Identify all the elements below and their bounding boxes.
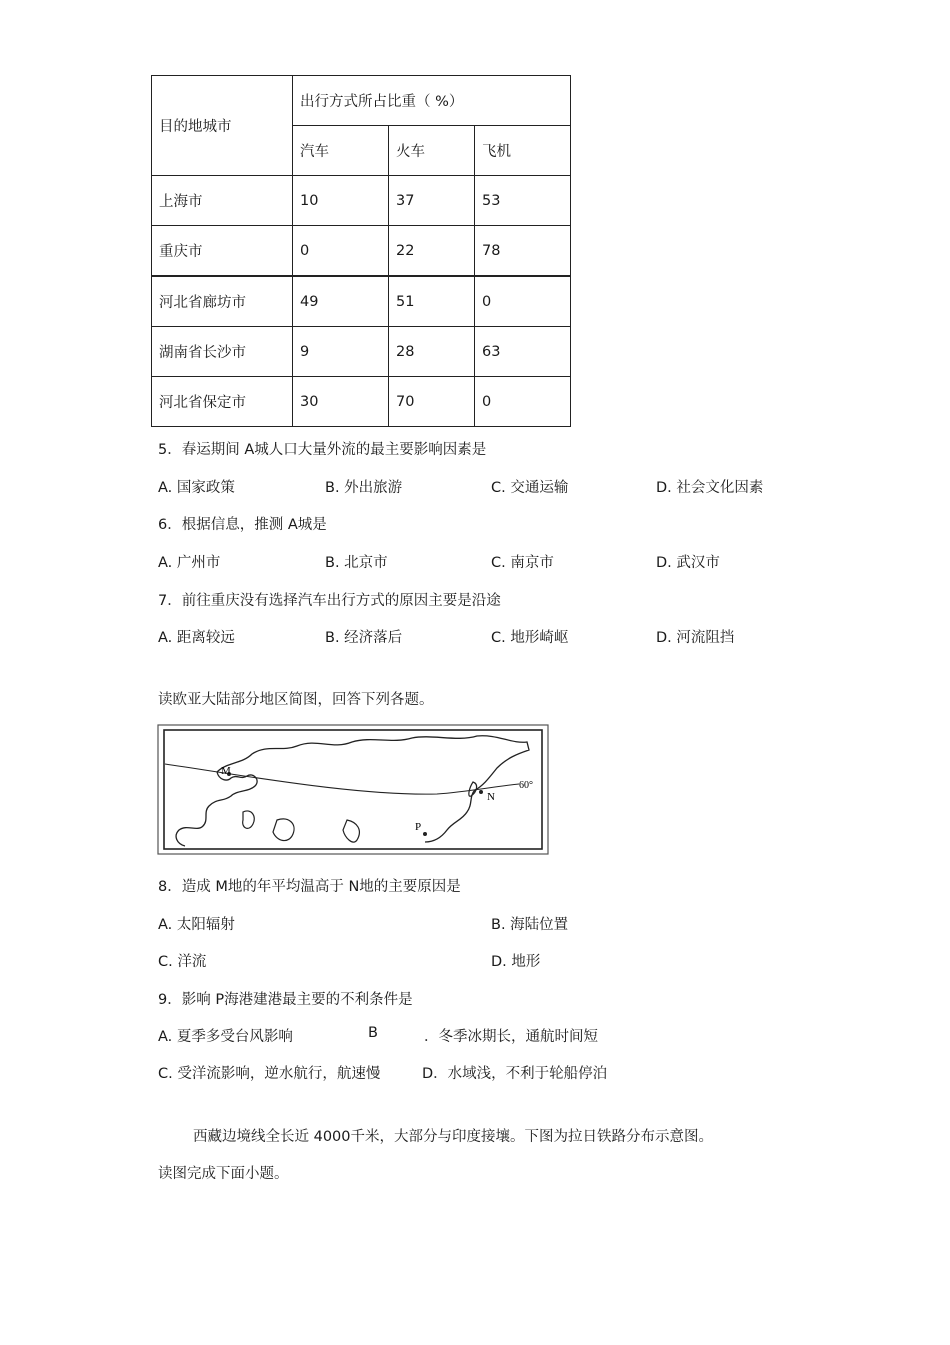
question-5-stem: 5．春运期间 A城人口大量外流的最主要影响因素是 <box>158 442 487 458</box>
row-city: 湖南省长沙市 <box>152 327 293 377</box>
cell-train: 37 <box>389 176 475 226</box>
question-5-option-c[interactable]: C. 交通运输 <box>491 480 569 496</box>
cell-car: 9 <box>293 327 389 377</box>
table-row <box>152 226 571 277</box>
table-row <box>152 377 571 427</box>
cell-train: 22 <box>389 226 475 277</box>
label-m: M <box>221 765 231 777</box>
eurasia-map <box>157 724 549 855</box>
row-city: 重庆市 <box>152 226 293 277</box>
label-n: N <box>487 791 495 803</box>
point-p-marker <box>423 832 427 836</box>
question-9-option-c[interactable]: C. 受洋流影响，逆水航行，航速慢 <box>158 1066 381 1082</box>
question-8-option-b[interactable]: B. 海陆位置 <box>491 917 569 933</box>
cell-car: 0 <box>293 226 389 277</box>
question-7-option-b[interactable]: B. 经济落后 <box>325 630 403 646</box>
question-7-stem: 7．前往重庆没有选择汽车出行方式的原因主要是沿途 <box>158 593 501 609</box>
header-car: 汽车 <box>293 126 389 176</box>
question-6-option-b[interactable]: B. 北京市 <box>325 555 388 571</box>
question-6-option-d[interactable]: D. 武汉市 <box>656 555 720 571</box>
question-5-option-b[interactable]: B. 外出旅游 <box>325 480 403 496</box>
cell-train: 28 <box>389 327 475 377</box>
question-9-option-a[interactable]: A. 夏季多受台风影响 <box>158 1029 293 1045</box>
question-9-option-d[interactable]: D．水域浅，不利于轮船停泊 <box>422 1066 608 1082</box>
cell-plane: 0 <box>475 377 571 427</box>
question-6-stem: 6．根据信息，推测 A城是 <box>158 517 327 533</box>
cell-plane: 78 <box>475 226 571 277</box>
cell-plane: 63 <box>475 327 571 377</box>
row-city: 上海市 <box>152 176 293 226</box>
question-7-option-c[interactable]: C. 地形崎岖 <box>491 630 569 646</box>
cell-plane: 53 <box>475 176 571 226</box>
question-7-option-d[interactable]: D. 河流阻挡 <box>656 630 735 646</box>
table-row <box>152 327 571 377</box>
header-plane: 飞机 <box>475 126 571 176</box>
passage-line-1: 西藏边境线全长近 4000千米，大部分与印度接壤。下图为拉日铁路分布示意图。 <box>193 1129 714 1145</box>
question-6-option-c[interactable]: C. 南京市 <box>491 555 554 571</box>
point-n-marker <box>479 790 483 794</box>
row-city: 河北省保定市 <box>152 377 293 427</box>
passage-line-2: 读图完成下面小题。 <box>158 1166 289 1182</box>
header-city: 目的地城市 <box>152 76 293 176</box>
row-city: 河北省廊坊市 <box>152 276 293 327</box>
question-5-option-d[interactable]: D. 社会文化因素 <box>656 480 764 496</box>
header-train: 火车 <box>389 126 475 176</box>
map-intro: 读欧亚大陆部分地区简图，回答下列各题。 <box>158 692 434 708</box>
map-frame <box>158 725 548 854</box>
table-row <box>152 176 571 226</box>
question-8-stem: 8．造成 M地的年平均温高于 N地的主要原因是 <box>158 879 461 895</box>
question-6-option-a[interactable]: A. 广州市 <box>158 555 221 571</box>
question-8-option-d[interactable]: D. 地形 <box>491 954 541 970</box>
table-row <box>152 276 571 327</box>
question-8-option-c[interactable]: C. 洋流 <box>158 954 207 970</box>
question-8-option-a[interactable]: A. 太阳辐射 <box>158 917 235 933</box>
cell-train: 70 <box>389 377 475 427</box>
question-9-stem: 9．影响 P海港建港最主要的不利条件是 <box>158 992 413 1008</box>
question-7-option-a[interactable]: A. 距离较远 <box>158 630 235 646</box>
label-latitude: 60° <box>519 780 533 791</box>
label-p: P <box>415 821 422 833</box>
cell-car: 10 <box>293 176 389 226</box>
question-9-option-b-letter[interactable]: B <box>368 1025 378 1041</box>
question-9-option-b-text[interactable]: ．冬季冰期长，通航时间短 <box>424 1029 598 1045</box>
cell-train: 51 <box>389 276 475 327</box>
transport-table <box>151 75 571 427</box>
cell-car: 49 <box>293 276 389 327</box>
header-mode-share: 出行方式所占比重（ %） <box>293 76 571 126</box>
question-5-option-a[interactable]: A. 国家政策 <box>158 480 235 496</box>
cell-plane: 0 <box>475 276 571 327</box>
cell-car: 30 <box>293 377 389 427</box>
